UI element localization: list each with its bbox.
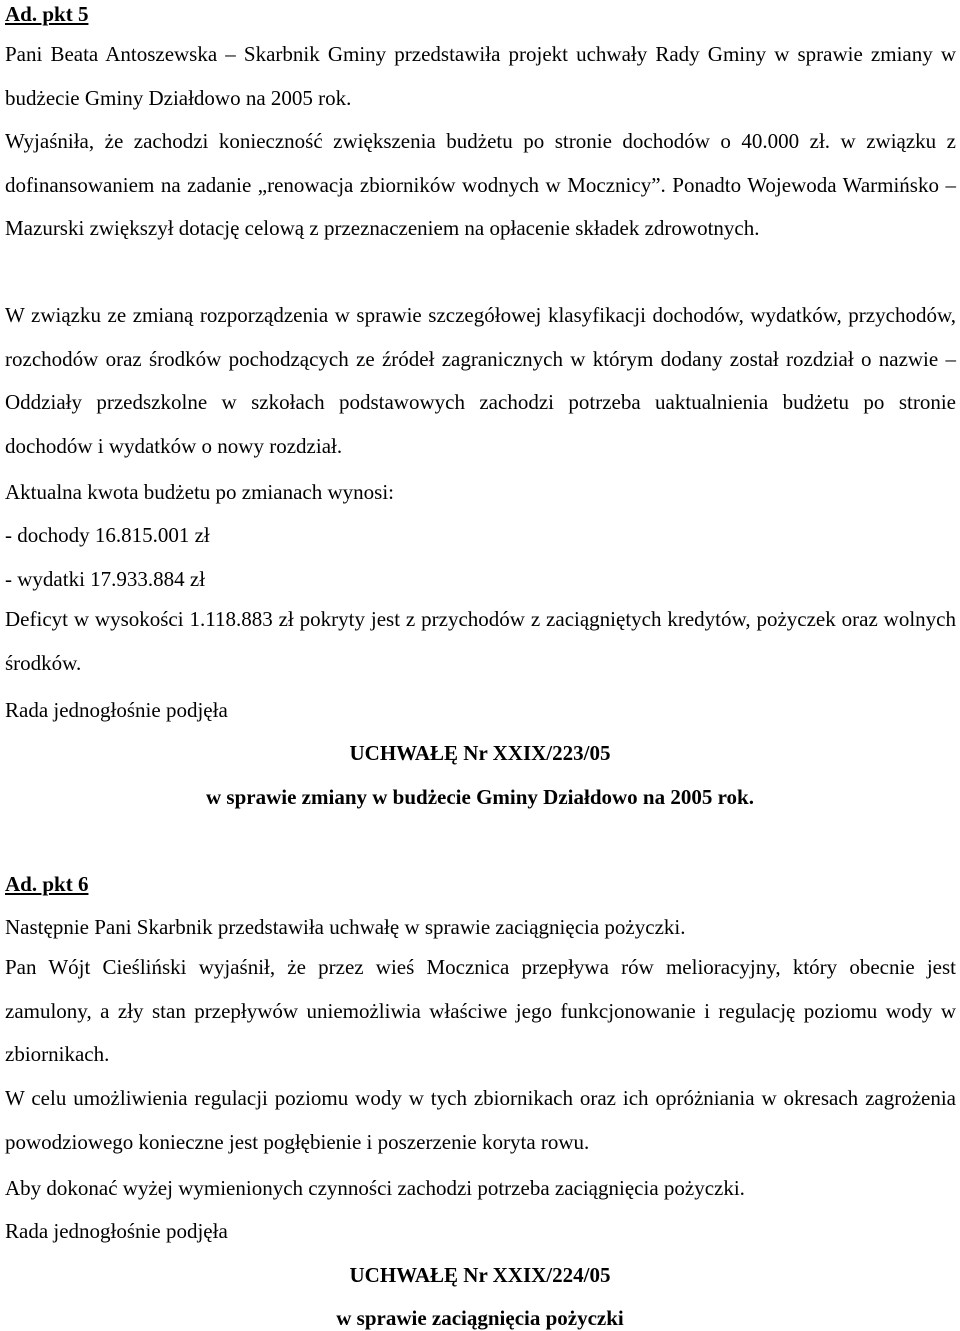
resolution-224-title: UCHWAŁĘ Nr XXIX/224/05 (349, 1263, 611, 1287)
section-6-paragraph-3: W celu umożliwienia regulacji poziomu wody w tych zbiornikach oraz ich opróżniania w okresach zagrożenia powodziowego konieczne jest pogłębienie i poszerzenie koryta rowu. (5, 1086, 956, 1154)
section-5-vote: Rada jednogłośnie podjęła (5, 698, 228, 722)
section-5-paragraph-1: Pani Beata Antoszewska – Skarbnik Gminy przedstawiła projekt uchwały Rady Gminy w sprawie zmiany w budżecie Gminy Działdowo na 2005 rok. (5, 42, 956, 110)
budget-income: - dochody 16.815.001 zł (5, 523, 210, 547)
section-6-vote: Rada jednogłośnie podjęła (5, 1219, 228, 1243)
section-5-paragraph-3: W związku ze zmianą rozporządzenia w sprawie szczegółowej klasyfikacji dochodów, wydatków, przychodów, rozchodów oraz środków pochodzących ze źródeł zagranicznych w którym dodany został rozdział o nazwie – Oddziały przedszkolne w szkołach podstawowych zachodzi potrzeba uaktualnienia budżetu po stronie dochodów i wydatków o nowy rozdział. (5, 303, 956, 458)
budget-intro: Aktualna kwota budżetu po zmianach wynosi: (5, 480, 394, 504)
budget-expenses: - wydatki 17.933.884 zł (5, 567, 206, 591)
section-5-paragraph-2: Wyjaśniła, że zachodzi konieczność zwiększenia budżetu po stronie dochodów o 40.000 zł. w związku z dofinansowaniem na zadanie „renowacja zbiorników wodnych w Mocznicy”. Ponadto Wojewoda Warmińsko – Mazurski zwiększył dotację celową z przeznaczeniem na opłacenie składek zdrowotnych. (5, 129, 956, 240)
section-6-paragraph-4: Aby dokonać wyżej wymienionych czynności zachodzi potrzeba zaciągnięcia pożyczki. (5, 1176, 745, 1200)
section-6-heading: Ad. pkt 6 (5, 872, 89, 896)
resolution-223-subject: w sprawie zmiany w budżecie Gminy Działdowo na 2005 rok. (206, 785, 754, 809)
section-5-heading: Ad. pkt 5 (5, 2, 89, 26)
resolution-223-title: UCHWAŁĘ Nr XXIX/223/05 (349, 741, 611, 765)
section-6-paragraph-1: Następnie Pani Skarbnik przedstawiła uchwałę w sprawie zaciągnięcia pożyczki. (5, 915, 686, 939)
section-6-paragraph-2: Pan Wójt Cieśliński wyjaśnił, że przez wieś Mocznica przepływa rów melioracyjny, który obecnie jest zamulony, a zły stan przepływów uniemożliwia właściwe jego funkcjonowanie i regulację poziomu wody w zbiornikach. (5, 955, 956, 1066)
resolution-224-subject: w sprawie zaciągnięcia pożyczki (336, 1306, 624, 1330)
budget-deficit: Deficyt w wysokości 1.118.883 zł pokryty jest z przychodów z zaciągniętych kredytów, pożyczek oraz wolnych środków. (5, 607, 956, 675)
